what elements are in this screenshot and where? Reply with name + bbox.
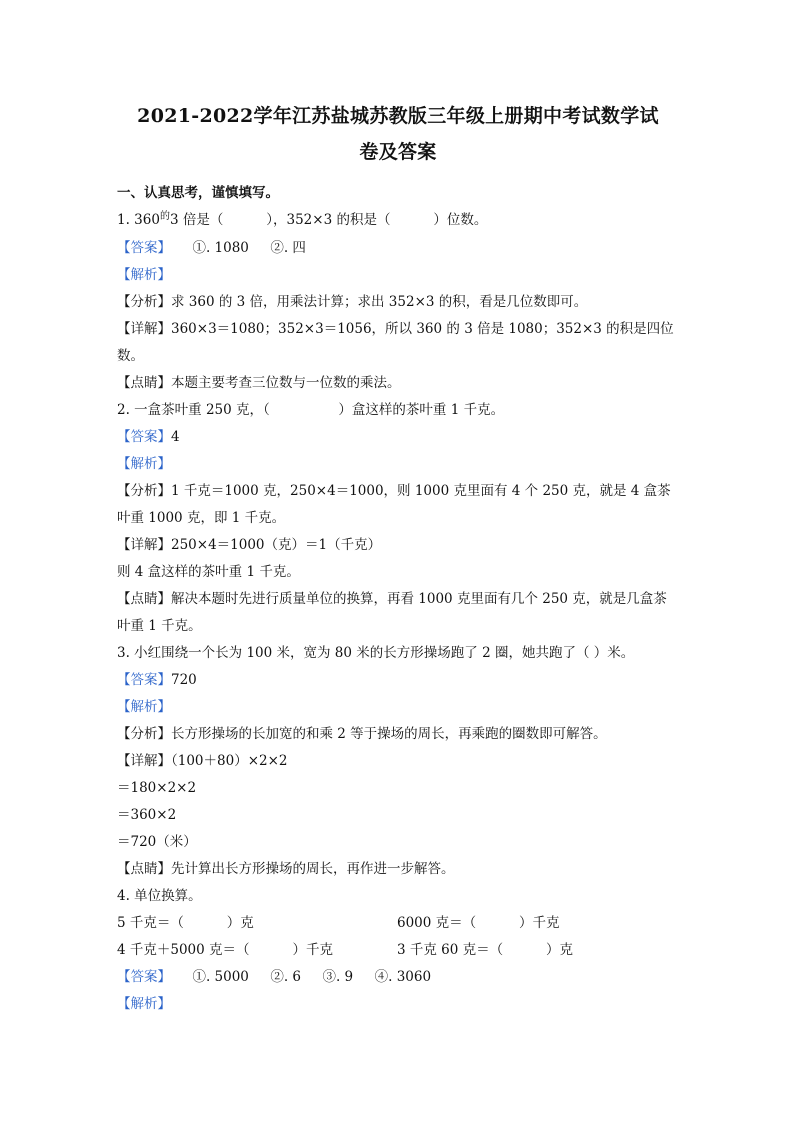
title-line-2: 卷及答案 xyxy=(359,141,437,163)
q4-question: 4. 单位换算。 xyxy=(117,888,202,904)
q4-answer: 【答案】 ①. 5000 ②. 6 ③. 9 ④. 3060 xyxy=(117,969,432,985)
q1-superscript: 的 xyxy=(159,211,170,222)
q1-analysis: 【分析】求 360 的 3 倍，用乘法计算；求出 352×3 的积，看是几位数即可。 xyxy=(117,294,588,310)
document-title xyxy=(117,98,679,170)
document-page xyxy=(117,98,679,1018)
q2-detail: 【详解】250×4＝1000（克）＝1（千克） xyxy=(117,537,382,553)
q4-row-2: 4 千克＋5000 克＝（ ）千克 3 千克 60 克＝（ ）克 xyxy=(117,942,574,958)
q3-step-1: ＝180×2×2 xyxy=(117,780,197,796)
q1-detail: 【详解】360×3＝1080；352×3＝1056，所以 360 的 3 倍是 1080；352×3 的积是四位数。 xyxy=(117,321,674,364)
q2-detail-2: 则 4 盒这样的茶叶重 1 千克。 xyxy=(117,564,300,580)
q3-comment: 【点睛】先计算出长方形操场的周长，再作进一步解答。 xyxy=(117,861,455,877)
section-1-heading: 一、认真思考，谨慎填写。 xyxy=(117,185,279,201)
q2-question: 2. 一盒茶叶重 250 克，（ ）盒这样的茶叶重 1 千克。 xyxy=(117,402,505,418)
q3-detail: 【详解】（100＋80）×2×2 xyxy=(117,753,288,769)
q3-analysis: 【分析】长方形操场的长加宽的和乘 2 等于操场的周长，再乘跑的圈数即可解答。 xyxy=(117,726,607,742)
q4-row-1: 5 千克＝（ ）克 6000 克＝（ ）千克 xyxy=(117,915,560,931)
q2-analysis-head: 【解析】 xyxy=(117,456,171,472)
q1-comment: 【点睛】本题主要考查三位数与一位数的乘法。 xyxy=(117,375,401,391)
answer-label: 【答案】 xyxy=(117,240,171,256)
q1-analysis-head: 【解析】 xyxy=(117,267,171,283)
q1-question: 1. $360^的3$ 倍是（ ），352×3 的积是（ ）位数。 xyxy=(117,211,488,228)
q2-analysis: 【分析】1 千克＝1000 克，250×4＝1000，则 1000 克里面有 4 个 250 克，就是 4 盒茶叶重 1000 克，即 1 千克。 xyxy=(117,483,671,526)
q3-step-2: ＝360×2 xyxy=(117,807,177,823)
q3-analysis-head: 【解析】 xyxy=(117,699,171,715)
q2-answer: 【答案】4 xyxy=(117,429,180,445)
q2-comment: 【点睛】解决本题时先进行质量单位的换算，再看 1000 克里面有几个 250 克，就是几盒茶叶重 1 千克。 xyxy=(117,591,667,634)
q3-question: 3. 小红围绕一个长为 100 米，宽为 80 米的长方形操场跑了 2 圈，她共跑了（ ）米。 xyxy=(117,645,635,661)
q1-answer: 【答案】 ①. 1080 ②. 四 xyxy=(117,240,306,256)
title-line-1: 2021-2022学年江苏盐城苏教版三年级上册期中考试数学试 xyxy=(137,105,659,127)
q4-analysis-head: 【解析】 xyxy=(117,996,171,1012)
q3-answer: 【答案】720 xyxy=(117,672,197,688)
q3-step-3: ＝720（米） xyxy=(117,834,197,850)
